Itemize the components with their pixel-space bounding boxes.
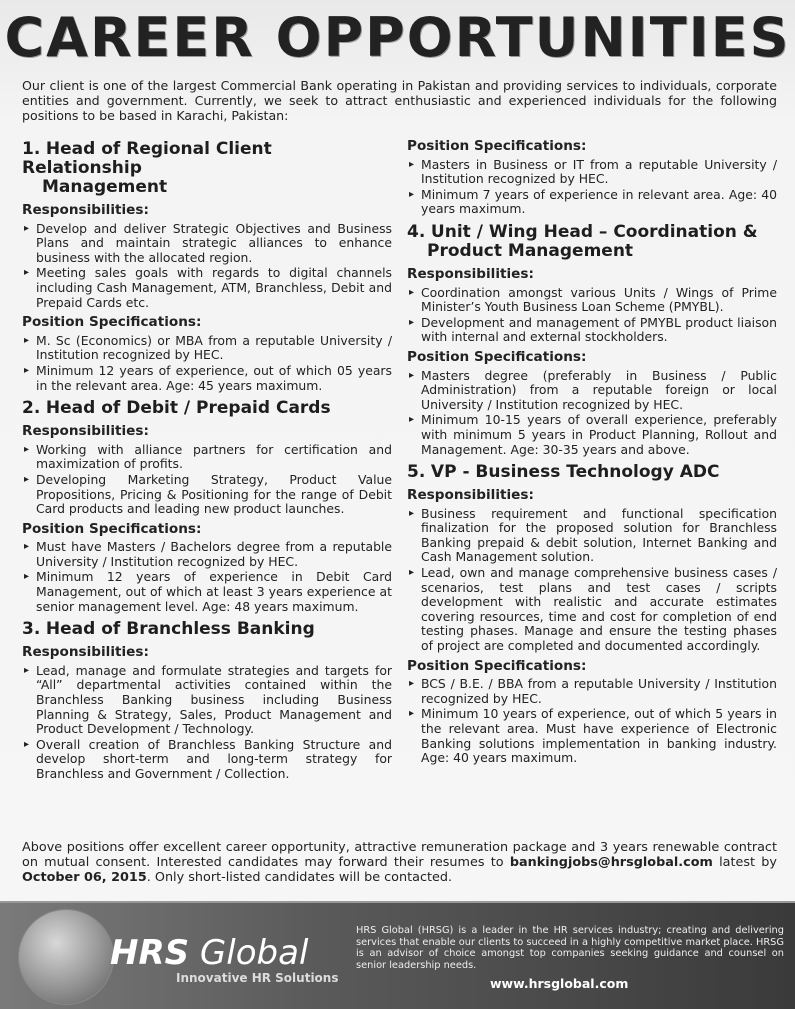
position-5 xyxy=(407,463,777,766)
position-title-line2: Management xyxy=(42,177,168,197)
list-item: ▸ Developing Marketing Strategy, Product Value Propositions, Pricing & Positioning for the range of Debit Card products and leading new product launches. xyxy=(22,473,392,517)
position-number: 3. xyxy=(22,619,41,640)
position-title xyxy=(407,223,777,261)
specifications-list xyxy=(22,540,392,614)
position-number: 4. xyxy=(407,221,426,242)
responsibilities-list xyxy=(22,222,392,311)
list-item: ▸ Lead, manage and formulate strategies and targets for “All” departmental activities contained within the Branchless Banking business including Business Planning & Strategy, Sales, Product Management and Product Development / Technology. xyxy=(22,664,392,737)
responsibilities-list xyxy=(407,286,777,345)
intro-paragraph: Our client is one of the largest Commercial Bank operating in Pakistan and providing services to individuals, corporate entities and government. Currently, we seek to attract enthusiastic and experienced individuals for the following positions to be based in Karachi, Pakistan: xyxy=(22,78,777,123)
list-item: ▸ Meeting sales goals with regards to digital channels including Cash Management, ATM, Branchless, Debit and Prepaid Cards etc. xyxy=(22,266,392,310)
closing-text-3: . Only short-listed candidates will be contacted. xyxy=(146,870,453,885)
company-about: HRS Global (HRSG) is a leader in the HR services industry; creating and delivering services that enable our clients to succeed in a highly competitive market place. HRSG is an advisor of choice amongst top companies seeking guidance and counsel on senior leadership needs. xyxy=(356,925,784,971)
list-item: ▸ Working with alliance partners for certification and maximization of profits. xyxy=(22,443,392,472)
list-item: ▸ Business requirement and functional specification finalization for the proposed solution for Branchless Banking prepaid & debit solution, Internet Banking and Cash Management solution. xyxy=(407,507,777,565)
position-title xyxy=(22,399,392,418)
position-3-specs xyxy=(407,139,777,217)
specifications-heading: Position Specifications: xyxy=(407,657,587,674)
position-2 xyxy=(22,399,392,614)
specifications-heading: Position Specifications: xyxy=(22,314,202,331)
list-item: ▸ Develop and deliver Strategic Objectives and Business Plans and maintain strategic alliances to enhance business with the allocated region. xyxy=(22,222,392,266)
list-item: ▸ M. Sc (Economics) or MBA from a reputable University / Institution recognized by HEC. xyxy=(22,334,392,363)
globe-logo-icon xyxy=(18,909,114,1005)
position-title-line2: Product Management xyxy=(427,240,634,261)
specifications-list xyxy=(407,677,777,766)
left-column xyxy=(22,134,392,783)
list-item: ▸ BCS / B.E. / BBA from a reputable University / Institution recognized by HEC. xyxy=(407,677,777,706)
list-item: ▸ Masters degree (preferably in Business / Public Administration) from a reputable foreign or local University / Institution recognized by HEC. xyxy=(407,369,777,413)
closing-text-2: latest by xyxy=(712,855,777,870)
deadline-date: October 06, 2015 xyxy=(22,870,147,885)
position-title xyxy=(22,620,392,639)
responsibilities-heading: Responsibilities: xyxy=(407,487,534,504)
specifications-heading: Position Specifications: xyxy=(407,138,587,154)
specifications-list xyxy=(407,369,777,458)
logo-global: Global xyxy=(189,933,309,973)
position-4 xyxy=(407,223,777,457)
page-title: CAREER OPPORTUNITIES xyxy=(4,6,791,69)
specifications-list xyxy=(407,158,777,217)
specifications-heading: Position Specifications: xyxy=(22,520,202,537)
responsibilities-list xyxy=(22,443,392,517)
list-item: ▸ Coordination amongst various Units / Wings of Prime Minister’s Youth Business Loan Scheme (PMYBL). xyxy=(407,286,777,315)
responsibilities-list xyxy=(407,507,777,654)
right-column xyxy=(407,134,777,767)
list-item: ▸ Lead, own and manage comprehensive business cases / scenarios, test plans and test cases / scripts development with realistic and accurate estimates covering resources, time and cost for completion of end testing phases. Manage and ensure the testing phases of project are completed and documented accordingly. xyxy=(407,566,777,654)
responsibilities-heading: Responsibilities: xyxy=(407,265,534,282)
position-number: 2. xyxy=(22,398,41,419)
responsibilities-heading: Responsibilities: xyxy=(22,423,149,440)
closing-text-1: Above positions offer excellent career opportunity, attractive remuneration package and 3 years renewable contract on mutual consent. Interested candidates may forward their resumes to xyxy=(22,840,777,870)
responsibilities-heading: Responsibilities: xyxy=(22,644,149,661)
specifications-list xyxy=(22,334,392,393)
company-website-link[interactable]: www.hrsglobal.com xyxy=(490,976,629,991)
list-item: ▸ Must have Masters / Bachelors degree from a reputable University / Institution recognized by HEC. xyxy=(22,540,392,569)
company-tagline: Innovative HR Solutions xyxy=(176,971,339,985)
position-title-line1: Unit / Wing Head – Coordination & xyxy=(430,221,758,242)
list-item: ▸ Minimum 12 years of experience in Debit Card Management, out of which at least 3 years experience at senior management level. Age: 48 years maximum. xyxy=(22,570,392,614)
position-title-line1: Head of Regional Client Relationship xyxy=(22,139,272,178)
list-item: ▸ Minimum 10-15 years of overall experience, preferably with minimum 5 years in Product Planning, Rollout and Management. Age: 30-35 years and above. xyxy=(407,413,777,457)
list-item: ▸ Overall creation of Branchless Banking Structure and develop short-term and long-term strategy for Branchless and Government / Collection. xyxy=(22,738,392,782)
specifications-heading: Position Specifications: xyxy=(407,348,587,365)
list-item: ▸ Minimum 10 years of experience, out of which 5 years in the relevant area. Must have experience of Electronic Banking solutions implementation in banking industry. Age: 40 years maximum. xyxy=(407,707,777,765)
list-item: ▸ Minimum 7 years of experience in relevant area. Age: 40 years maximum. xyxy=(407,188,777,217)
responsibilities-list xyxy=(22,664,392,782)
company-logo xyxy=(110,933,308,973)
position-title-line1: VP - Business Technology ADC xyxy=(430,462,720,483)
list-item: ▸ Masters in Business or IT from a reputable University / Institution recognized by HEC. xyxy=(407,158,777,187)
position-number: 1. xyxy=(22,139,41,159)
list-item: ▸ Minimum 12 years of experience, out of which 05 years in the relevant area. Age: 45 years maximum. xyxy=(22,364,392,393)
responsibilities-heading: Responsibilities: xyxy=(22,202,149,218)
closing-paragraph xyxy=(22,840,777,885)
position-title xyxy=(22,140,392,197)
list-item: ▸ Development and management of PMYBL product liaison with internal and external stockholders. xyxy=(407,316,777,345)
position-title-line1: Head of Branchless Banking xyxy=(45,619,315,640)
position-1 xyxy=(22,140,392,393)
position-title xyxy=(407,463,777,482)
position-3 xyxy=(22,620,392,781)
application-email[interactable]: bankingjobs@hrsglobal.com xyxy=(509,855,713,870)
position-title-line1: Head of Debit / Prepaid Cards xyxy=(45,398,331,419)
footer-banner xyxy=(0,901,795,1009)
position-number: 5. xyxy=(407,462,426,483)
logo-hrs: HRS xyxy=(110,933,190,973)
